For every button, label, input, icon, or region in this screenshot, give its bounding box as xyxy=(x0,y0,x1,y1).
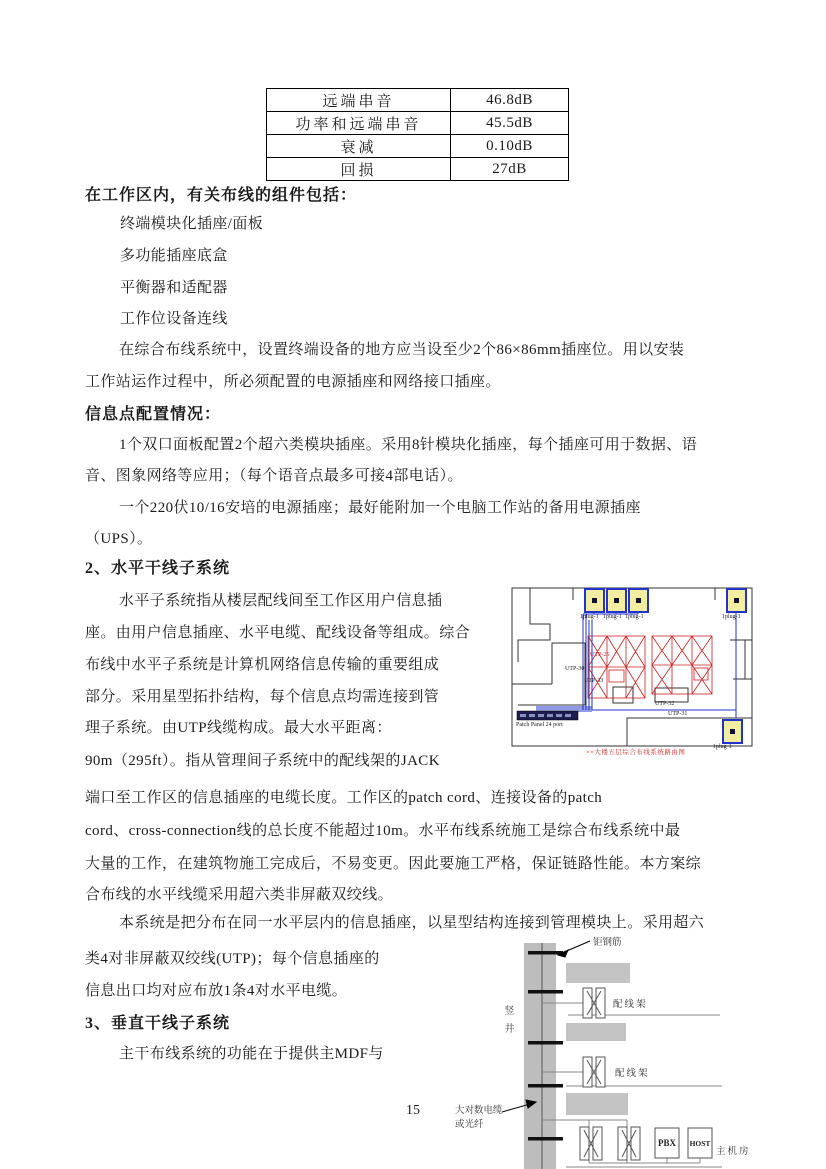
table-row xyxy=(267,111,568,134)
frame-label: 配线架 xyxy=(613,1000,648,1010)
patch-panel-label: Patch Panel 24 port xyxy=(516,722,563,728)
utp-label: UTP-31 xyxy=(668,711,688,717)
paragraph-line: （UPS）。 xyxy=(85,531,153,547)
floorplan-caption: ××大楼五层综合布线系统路由图 xyxy=(586,749,686,756)
paragraph-line: 座。由用户信息插座、水平电缆、配线设备等组成。综合 xyxy=(85,625,471,641)
paragraph-line: 理子系统。由UTP线缆构成。最大水平距离： xyxy=(85,720,392,736)
room-block xyxy=(566,963,630,1115)
paragraph-line: 部分。采用星型拓扑结构，每个信息点均需连接到管 xyxy=(85,689,440,705)
list-item: 平衡器和适配器 xyxy=(120,280,228,296)
paragraph-line: 合布线的水平线缆采用超六类非屏蔽双绞线。 xyxy=(85,887,394,903)
paragraph-line: 布线中水平子系统是计算机网络信息传输的重要组成 xyxy=(85,657,440,673)
riser-shaft xyxy=(524,943,556,1169)
host-label: HOST xyxy=(689,1138,711,1148)
table-row xyxy=(267,89,568,111)
utp-label: UTP-32 xyxy=(655,701,675,707)
floorplan-drawing xyxy=(508,584,758,762)
cable-type-label: 或光纤 xyxy=(455,1120,484,1130)
patch-panel xyxy=(517,711,578,720)
utp-label: UTP-33 xyxy=(584,678,604,684)
utp-label: UTP-30 xyxy=(565,666,585,672)
row-value: 27dB xyxy=(492,160,527,177)
paragraph-line: 音、图象网络等应用；（每个语音点最多可接4部电话）。 xyxy=(85,468,463,484)
table-row xyxy=(267,157,568,180)
paragraph-line: 在综合布线系统中，设置终端设备的地方应当设至少2个86×86mm插座位。用以安装 xyxy=(119,342,685,358)
list-item: 终端模块化插座/面板 xyxy=(120,216,264,232)
plate-label: 1plug-1 xyxy=(713,744,732,750)
row-value: 46.8dB xyxy=(486,91,533,108)
plate-label: 1plug-1 xyxy=(603,614,622,620)
paragraph-line: 水平子系统指从楼层配线间至工作区用户信息插 xyxy=(119,593,443,609)
paragraph-line: 大量的工作，在建筑物施工完成后，不易变更。因此要施工严格，保证链路性能。本方案综 xyxy=(85,856,702,872)
info-point-heading: 信息点配置情况： xyxy=(85,406,222,423)
row-label: 功率和远端串音 xyxy=(267,112,451,134)
riser-drawing xyxy=(450,930,826,1169)
list-item: 工作位设备连线 xyxy=(120,311,228,327)
paragraph-line: 1个双口面板配置2个超六类模块插座。采用8针模块化插座，每个插座可用于数据、语 xyxy=(119,437,698,453)
paragraph-line: 一个220伏10/16安培的电源插座；最好能附加一个电脑工作站的备用电源插座 xyxy=(119,500,641,516)
paragraph-line: 类4对非屏蔽双绞线(UTP)；每个信息插座的 xyxy=(85,951,380,967)
row-label: 回损 xyxy=(267,158,451,180)
shaft-label: 竖井 xyxy=(502,1005,513,1041)
cable-type-label: 大对数电缆 xyxy=(455,1106,503,1116)
section2-heading: 2、水平干线子系统 xyxy=(85,560,231,577)
main-room-label: 主机房 xyxy=(716,1147,751,1157)
pbx-label: PBX xyxy=(658,1138,676,1148)
row-value: 0.10dB xyxy=(486,137,533,154)
utp-label: UTP-25 xyxy=(590,652,610,658)
paragraph-line: 90m（295ft）。指从管理间子系统中的配线架的JACK xyxy=(85,753,440,769)
row-label: 衰减 xyxy=(267,135,451,157)
riser-diagram xyxy=(450,930,826,1169)
wall-plate-icon xyxy=(585,589,746,743)
section3-heading: 3、垂直干线子系统 xyxy=(85,1015,231,1032)
table-row xyxy=(267,134,568,157)
plate-label: 1plug-1 xyxy=(722,614,741,620)
paragraph-line: 端口至工作区的信息插座的电缆长度。工作区的patch cord、连接设备的patch xyxy=(85,790,603,806)
rebar-label: 钜钢筋 xyxy=(593,938,622,948)
paragraph-line: 工作站运作过程中，所必须配置的电源插座和网络接口插座。 xyxy=(85,374,501,390)
row-label: 远端串音 xyxy=(267,89,451,111)
plate-label: 1plug-1 xyxy=(625,614,644,620)
row-value: 45.5dB xyxy=(486,114,533,131)
performance-table xyxy=(266,88,569,181)
list-item: 多功能插座底盒 xyxy=(120,248,228,264)
paragraph-line: 本系统是把分布在同一水平层内的信息插座，以星型结构连接到管理模块上。采用超六 xyxy=(119,915,705,931)
paragraph-line: 信息出口均对应布放1条4对水平电缆。 xyxy=(85,983,348,999)
paragraph-line: 主干布线系统的功能在于提供主MDF与 xyxy=(119,1046,384,1062)
plate-label: 1plug-1 xyxy=(580,614,599,620)
page-number: 15 xyxy=(406,1103,420,1118)
paragraph-line: cord、cross-connection线的总长度不能超过10m。水平布线系统施工是综合布线系统中最 xyxy=(85,823,681,839)
frame-label: 配线架 xyxy=(615,1069,650,1079)
work-area-heading: 在工作区内，有关布线的组件包括： xyxy=(85,187,358,204)
furniture-cluster xyxy=(652,636,712,694)
floorplan-diagram xyxy=(508,584,758,762)
furniture-cluster xyxy=(588,636,645,698)
